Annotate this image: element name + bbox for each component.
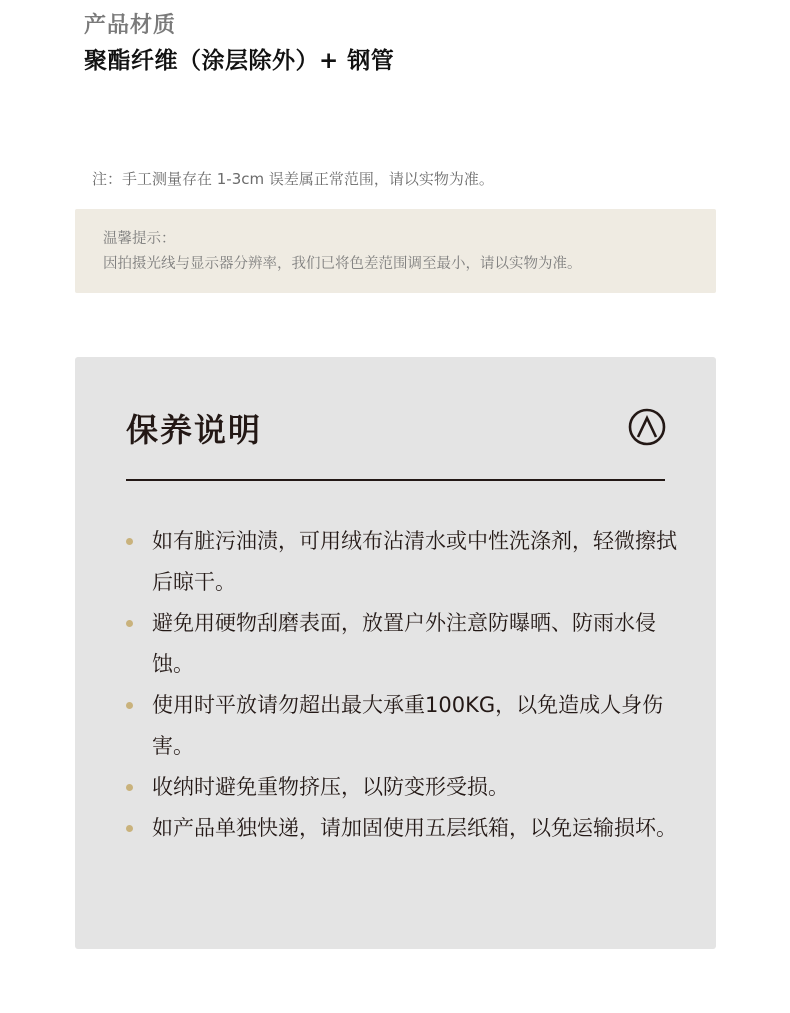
care-item-5 bbox=[126, 808, 686, 849]
care-list bbox=[126, 521, 686, 849]
care-item-text: 使用时平放请勿超出最大承重100KG，以免造成人身伤害。 bbox=[152, 693, 664, 758]
care-item-2 bbox=[126, 603, 686, 685]
measure-note: 注：手工测量存在 1-3cm 误差属正常范围，请以实物为准。 bbox=[92, 170, 494, 188]
bullet-dot bbox=[126, 538, 133, 545]
tip-title: 温馨提示： bbox=[103, 231, 176, 247]
care-item-1 bbox=[126, 521, 686, 603]
care-item-4 bbox=[126, 767, 686, 808]
bullet-dot bbox=[126, 825, 133, 832]
care-item-3 bbox=[126, 685, 686, 767]
material-value: 聚酯纤维（涂层除外）+ 钢管 bbox=[84, 48, 395, 74]
care-item-text: 如产品单独快递，请加固使用五层纸箱，以免运输损坏。 bbox=[152, 816, 677, 840]
care-item-text: 避免用硬物刮磨表面，放置户外注意防曝晒、防雨水侵蚀。 bbox=[152, 611, 656, 676]
care-item-text: 收纳时避免重物挤压，以防变形受损。 bbox=[152, 775, 509, 799]
bullet-dot bbox=[126, 784, 133, 791]
care-item-text: 如有脏污油渍，可用绒布沾清水或中性洗涤剂，轻微擦拭后晾干。 bbox=[152, 529, 677, 594]
care-card bbox=[75, 357, 716, 949]
brand-logo-icon bbox=[628, 408, 666, 446]
tip-box bbox=[75, 209, 716, 293]
bullet-dot bbox=[126, 702, 133, 709]
material-label: 产品材质 bbox=[84, 13, 177, 38]
tip-text: 因拍摄光线与显示器分辨率，我们已将色差范围调至最小，请以实物为准。 bbox=[103, 256, 582, 272]
care-title: 保养说明 bbox=[126, 411, 263, 449]
care-divider bbox=[126, 479, 665, 481]
bullet-dot bbox=[126, 620, 133, 627]
